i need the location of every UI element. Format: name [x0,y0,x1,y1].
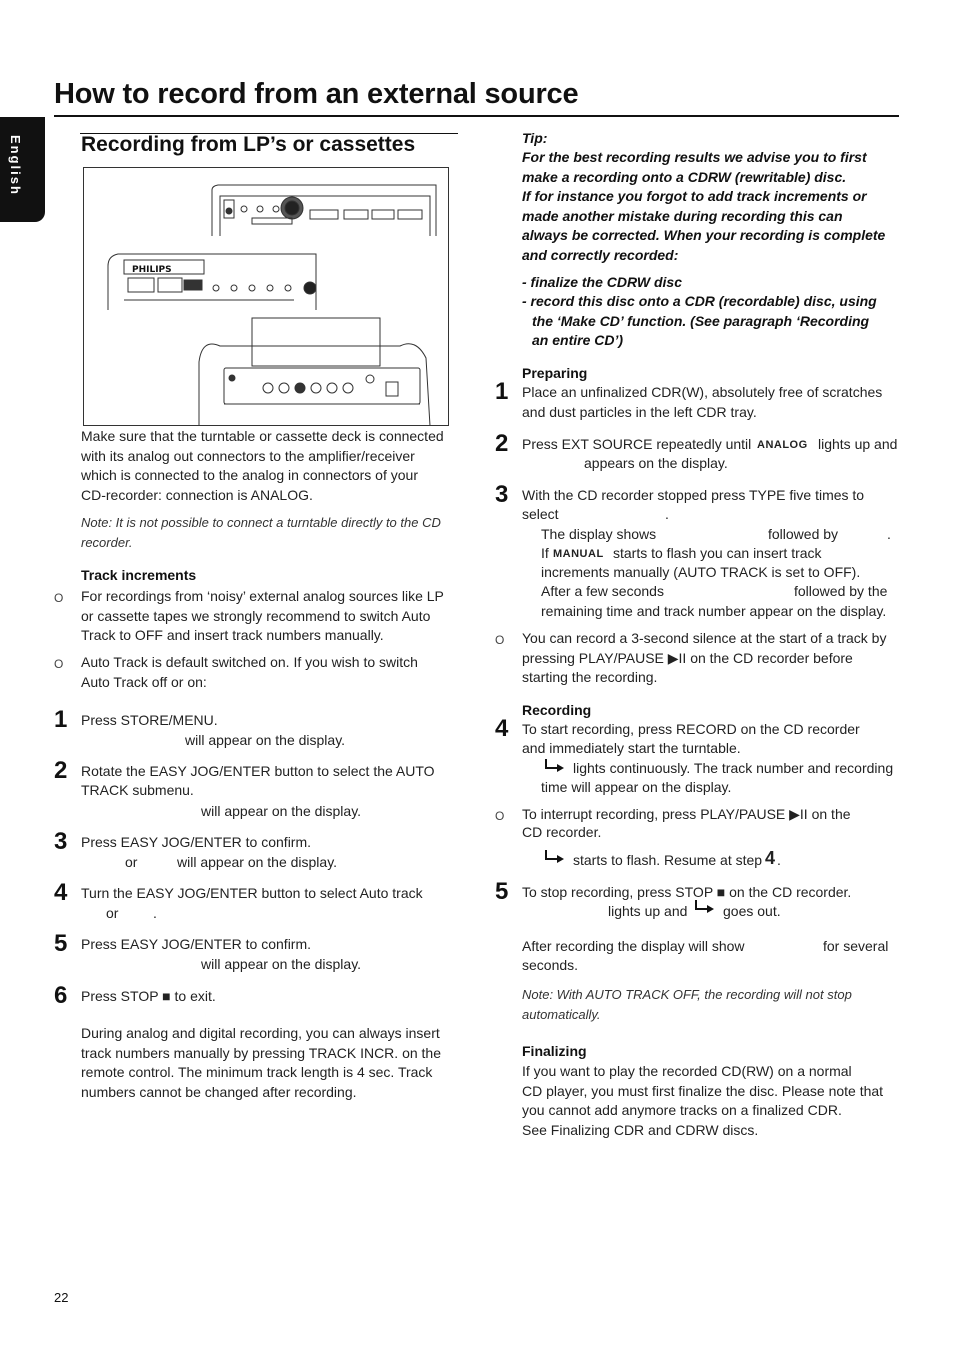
prep-step-3: If [541,545,549,561]
step-4-or: or [106,905,119,921]
rec-step-5: lights up and [608,903,688,919]
bullet-line: or cassette tapes we strongly recommend to switch Auto [81,607,431,624]
finalizing-heading: Finalizing [522,1043,587,1059]
step-3-result: will appear on the display. [177,854,338,870]
step-number: 2 [495,430,509,457]
rec-step-4: To start recording, press RECORD on the CD recorder [522,721,860,737]
step-2-text: Rotate the EASY JOG/ENTER button to select the AUTO [81,763,435,779]
step-number: 2 [54,757,68,784]
device-illustration [83,167,449,426]
step-number: 4 [495,715,509,742]
language-tab-label: English [8,135,23,196]
bullet-symbol: O [495,633,505,647]
prep-step-1: Place an unfinalized CDR(W), absolutely free of scratches [522,384,883,400]
lcd-analog: ANALOG [757,439,808,451]
step-1-result: will appear on the display. [185,732,346,748]
tip-line: made another mistake during recording this can [522,207,843,224]
step-number: 3 [495,481,509,508]
tip-list-item: - record this disc onto a CDR (recordable) disc, using [522,293,877,309]
prep-step-3: remaining time and track number appear on the display. [541,603,887,619]
recording-heading: Recording [522,702,592,718]
step-3-or: or [125,854,138,870]
step-5-text: Press EASY JOG/ENTER to confirm. [81,936,312,952]
record-arrow-icon [694,899,718,915]
closing-paragraph [81,1024,476,1102]
final-line: See Finalizing CDR and CDRW discs. [522,1121,759,1138]
bullet-line: Auto Track off or on: [81,673,207,690]
right-note [522,985,852,1025]
rec-step-5: goes out. [723,903,781,919]
note-line: Note: It is not possible to connect a turntable directly to the CD [81,515,441,530]
intro-paragraph [81,427,471,505]
track-increments-heading: Track increments [81,567,197,583]
step-number: 3 [54,828,68,855]
after-text: for several [823,938,889,954]
record-arrow-icon [544,849,568,865]
step-reference: 4 [765,848,776,868]
bullet-line: Track to OFF and insert track numbers manually. [81,627,384,643]
tip-list-item: the ‘Make CD’ function. (See paragraph ‘Recording [532,313,870,329]
prep-step-3: starts to flash you can insert track [613,545,822,561]
prep-step-2: appears on the display. [584,455,728,471]
tip-list-item: - finalize the CDRW disc [522,274,682,290]
page-number: 22 [54,1290,69,1305]
tip-line: always be corrected. When your recording is complete [522,227,886,243]
closing-line: numbers cannot be changed after recording. [81,1083,357,1100]
prep-step-3: After a few seconds [541,583,664,599]
step-number: 5 [54,930,68,957]
bullet-line: Auto Track is default switched on. If you wish to switch [81,654,418,670]
step-number: 1 [495,378,509,405]
closing-line: track numbers manually by pressing TRACK INCR. on the [81,1044,441,1061]
silence-line: pressing PLAY/PAUSE ▶II on the CD recorder before [522,649,853,666]
cd-recorder-drawing [84,168,449,426]
prep-step-3: increments manually (AUTO TRACK is set to OFF). [541,564,861,580]
final-line: CD player, you must first finalize the disc. Please note that [522,1082,884,1099]
prep-step-3: select [522,506,559,522]
language-tab [0,117,45,222]
final-line: you cannot add anymore tracks on a finalized CDR. [522,1102,842,1118]
tip-line: For the best recording results we advise you to first [522,149,867,165]
step-4-dot: . [153,905,157,921]
step-4-text: Turn the EASY JOG/ENTER button to select Auto track [81,885,423,901]
after-text: seconds. [522,957,579,973]
section-heading: Recording from LP’s or cassettes [81,133,416,156]
bullet-symbol: O [54,591,64,605]
prep-step-3: With the CD recorder stopped press TYPE five times to [522,487,865,503]
intro-line: Make sure that the turntable or cassette deck is connected [81,428,444,444]
step-2-result: will appear on the display. [201,803,362,819]
step-6-text: Press STOP ■ to exit. [81,988,216,1004]
rec-step-4: and immediately start the turntable. [522,740,741,756]
left-note [81,513,471,553]
prep-step-3: . [665,506,669,522]
note-line: Note: With AUTO TRACK OFF, the recording will not stop [522,987,852,1002]
interrupt-text: CD recorder. [522,824,602,840]
preparing-heading: Preparing [522,365,588,381]
bullet-symbol: O [54,657,64,671]
step-5-result: will appear on the display. [201,956,362,972]
intro-line: with its analog out connectors to the amplifier/receiver [81,447,415,464]
silence-text [522,629,886,688]
step-3-text: Press EASY JOG/ENTER to confirm. [81,834,312,850]
interrupt-text: starts to flash. Resume at step [573,852,763,868]
rec-step-4: time will appear on the display. [541,779,732,795]
step-1-text: Press STORE/MENU. [81,712,218,728]
prep-step-3: followed by [768,526,839,542]
silence-line: starting the recording. [522,669,658,685]
final-line: If you want to play the recorded CD(RW) on a normal [522,1063,852,1079]
step-number: 6 [54,982,68,1009]
step-number: 4 [54,879,68,906]
bullet-line: For recordings from ‘noisy’ external analog sources like LP [81,588,444,604]
bullet-symbol: O [495,809,505,823]
finalizing-text [522,1062,922,1140]
title-rule [54,115,899,117]
step-2-text: TRACK submenu. [81,782,194,798]
note-line: recorder. [81,535,133,550]
intro-line: which is connected to the analog in connectors of your [81,467,418,483]
bullet-2-text [81,653,471,692]
record-arrow-icon [544,758,568,774]
prep-step-3: The display shows [541,526,657,542]
lcd-manual: MANUAL [553,548,604,560]
interrupt-dot: . [777,852,781,868]
brand-logo: PHILIPS [132,265,172,275]
tip-line: and correctly recorded: [522,246,679,263]
note-line: automatically. [522,1007,601,1022]
page-title: How to record from an external source [54,78,579,110]
prep-step-2: Press EXT SOURCE repeatedly until [522,436,752,452]
prep-step-2: lights up and [818,436,898,452]
intro-line: CD-recorder: connection is ANALOG. [81,486,313,503]
closing-line: remote control. The minimum track length is 4 sec. Track [81,1064,433,1080]
closing-line: During analog and digital recording, you can always insert [81,1025,440,1041]
tip-line: make a recording onto a CDRW (rewritable) disc. [522,168,847,185]
tip-label: Tip: [522,130,548,146]
silence-line: You can record a 3-second silence at the start of a track by [522,630,887,646]
rec-step-5: To stop recording, press STOP ■ on the CD recorder. [522,884,852,900]
after-text: After recording the display will show [522,938,745,954]
prep-step-3: followed by the [794,583,888,599]
step-number: 5 [495,878,509,905]
interrupt-text: To interrupt recording, press PLAY/PAUSE ▶II on the [522,806,851,822]
rec-step-4: lights continuously. The track number and recording [573,760,894,776]
prep-step-3: . [887,526,891,542]
tip-list-item: an entire CD’) [532,332,624,348]
bullet-1-text [81,587,471,646]
tip-text [522,148,912,265]
prep-step-1: and dust particles in the left CDR tray. [522,404,757,420]
tip-line: If for instance you forgot to add track increments or [522,188,867,204]
step-number: 1 [54,706,68,733]
